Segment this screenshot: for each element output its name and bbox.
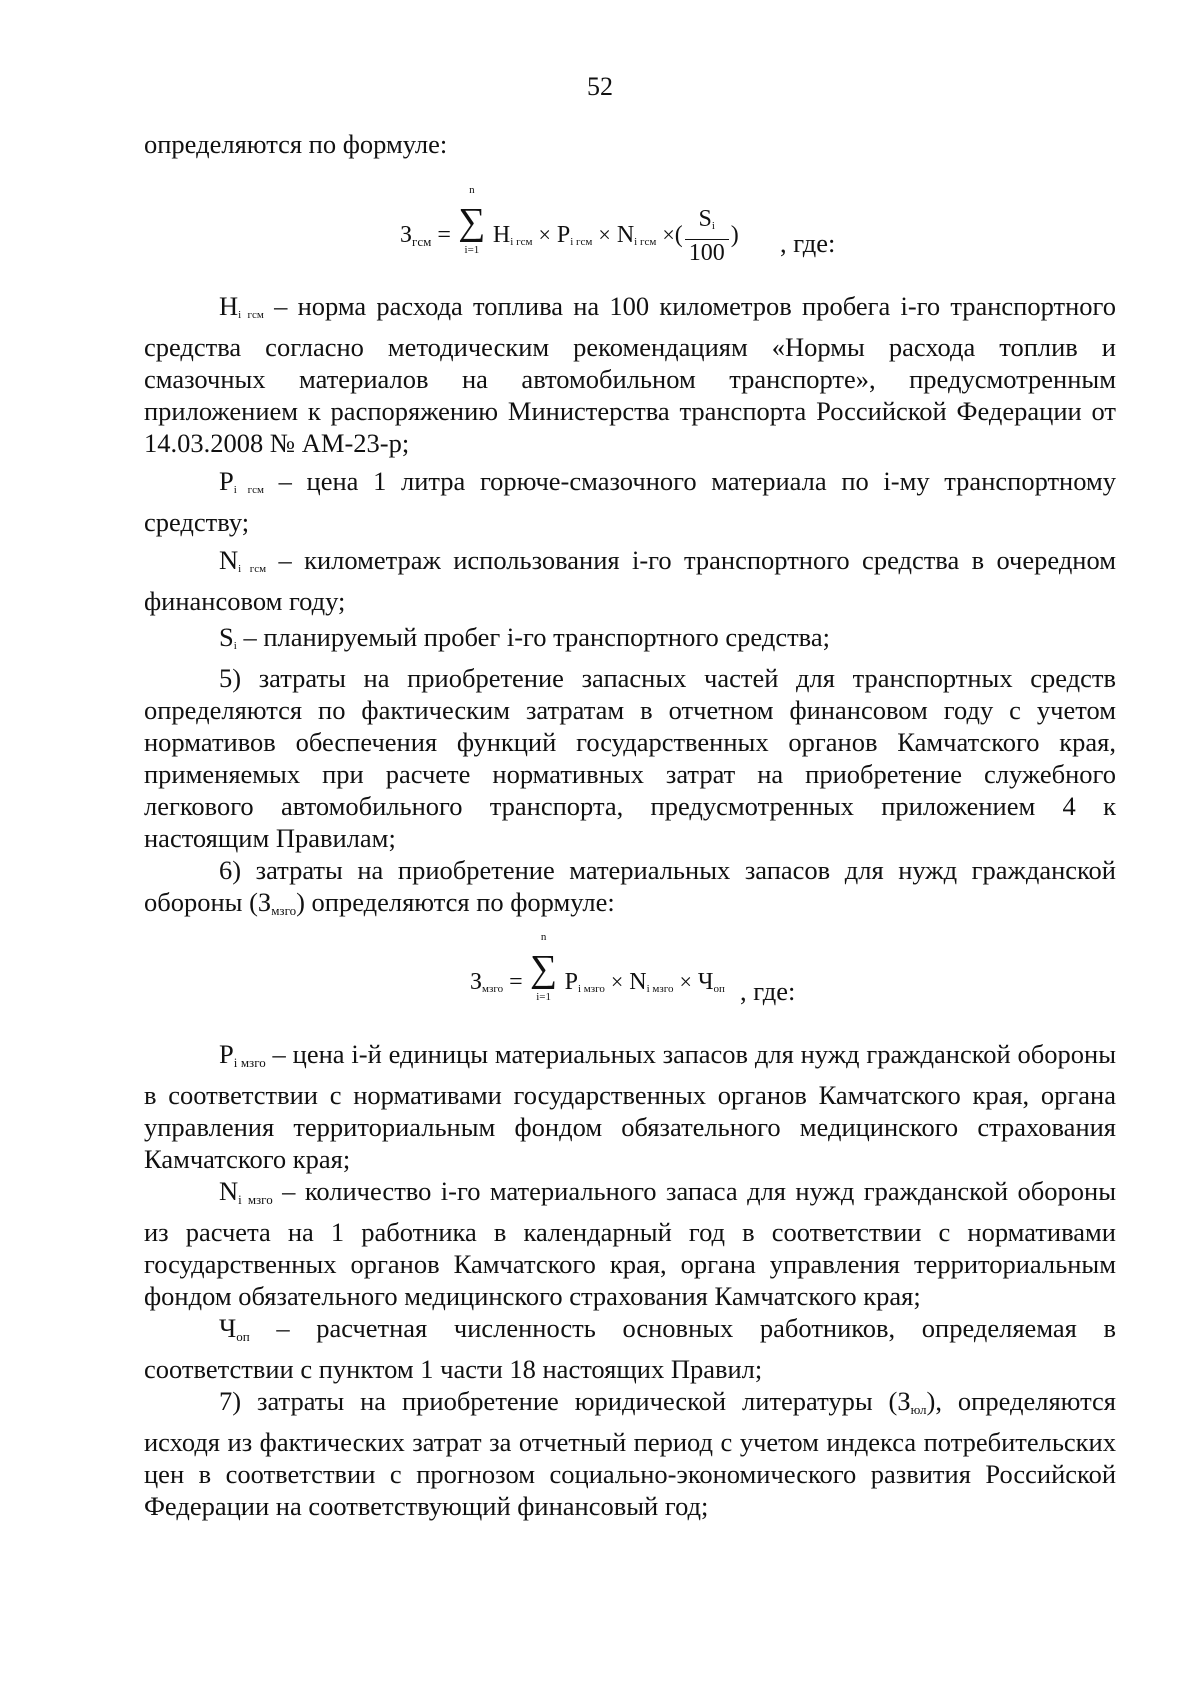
f2-lhs-sub: мзго bbox=[482, 983, 504, 995]
item-6 bbox=[144, 854, 1116, 927]
def-p-text: – цена 1 литра горюче-смазочного материала по i-му транспортному средству; bbox=[144, 466, 1116, 537]
sigma-icon: ∑ bbox=[530, 948, 558, 990]
f1-sum-bottom: i=1 bbox=[464, 244, 480, 256]
f1-term-h-sub: i гсм bbox=[510, 236, 533, 248]
def-n-symbol: N bbox=[219, 545, 239, 575]
def-p-gsm bbox=[144, 465, 1116, 538]
f1-sum-sign bbox=[457, 184, 487, 256]
f1-eq: = bbox=[437, 222, 451, 248]
f2-term-p: P bbox=[564, 969, 578, 995]
def-h-symbol: H bbox=[219, 291, 239, 321]
page-number: 52 bbox=[587, 72, 613, 101]
f1-open-paren: ( bbox=[674, 222, 683, 248]
f1-close-paren: ) bbox=[730, 222, 739, 248]
f2-lhs: З bbox=[470, 969, 483, 995]
def-n-gsm bbox=[144, 544, 1116, 617]
f2-sum-top: n bbox=[540, 931, 547, 943]
definitions-block-1 bbox=[144, 290, 1116, 927]
def-h-gsm bbox=[144, 290, 1116, 459]
f1-term-p: P bbox=[556, 222, 571, 248]
f2-times-2: × bbox=[679, 969, 692, 994]
def-p2-symbol-sub: i мзго bbox=[233, 1055, 266, 1070]
def-p-symbol: P bbox=[219, 466, 234, 496]
def-n-symbol-sub: i гсм bbox=[238, 563, 267, 575]
f1-term-h: H bbox=[492, 222, 511, 248]
f1-term-n-sub: i гсм bbox=[634, 236, 657, 248]
def-p-symbol-sub: i гсм bbox=[233, 484, 264, 496]
def-s-text: – планируемый пробег i-го транспортного средства; bbox=[236, 622, 830, 652]
f1-term-n: N bbox=[616, 222, 635, 248]
f2-tail: , где: bbox=[740, 976, 796, 1006]
def-p2-symbol: P bbox=[219, 1039, 234, 1069]
definitions-block-2 bbox=[144, 1038, 1116, 1522]
def-n2-symbol-sub: i мзго bbox=[238, 1192, 273, 1207]
def-n-text: – километраж использования i-го транспортного средства в очередном финансовом году; bbox=[144, 545, 1116, 616]
item-5: 5) затраты на приобретение запасных частей для транспортных средств определяются по фактическим затратам в отчетном финансовом году с учетом нормативов обеспечения функций государственных органов Камчатского края, применяемых при расчете нормативных затрат на приобретение служебного легкового автомобильного транспорта, предусмотренных приложением 4 к настоящим Правилам; bbox=[144, 663, 1116, 853]
sigma-icon: ∑ bbox=[458, 201, 486, 243]
f2-times-1: × bbox=[610, 969, 624, 994]
intro-text: определяются по формуле: bbox=[144, 129, 448, 159]
def-n2-text: – количество i-го материального запаса для нужд гражданской обороны из расчета на 1 работника в календарный год в соответствии с нормативами государственных органов Камчатского края, органа управления территориальным фондом обязательного медицинского страхования Камчатского края; bbox=[144, 1176, 1117, 1311]
item-7-sub: юл bbox=[910, 1402, 927, 1417]
f1-tail: , где: bbox=[780, 228, 836, 258]
def-p2-text: – цена i-й единицы материальных запасов для нужд гражданской обороны в соответствии с нормативами государственных органов Камчатского края, органа управления территориальным фондом обязательного медицинского страхования Камчатского края; bbox=[144, 1039, 1116, 1174]
item-6-before: 6) затраты на приобретение материальных запасов для нужд гражданской обороны (З bbox=[144, 855, 1116, 917]
def-n2-symbol: N bbox=[219, 1176, 239, 1206]
def-ch-text: – расчетная численность основных работников, определяемая в соответствии с пунктом 1 части 18 настоящих Правил; bbox=[144, 1313, 1116, 1384]
def-ch-op bbox=[144, 1312, 1116, 1385]
f2-eq: = bbox=[509, 969, 523, 995]
f1-times-2: × bbox=[598, 222, 611, 247]
def-s bbox=[144, 621, 1116, 662]
def-n-mzgo bbox=[144, 1175, 1116, 1312]
f1-frac-num-sub: i bbox=[711, 220, 715, 233]
formula-fuel-cost bbox=[400, 184, 739, 267]
def-h-text: – норма расхода топлива на 100 километров пробега i-го транспортного средства согласно методическим рекомендациям «Нормы расхода топлив и смазочных материалов на автомобильном транспорте», предусмотренным приложением к распоряжению Министерства транспорта Российской Федерации от 14.03.2008 № АМ-23-р; bbox=[144, 291, 1116, 458]
def-ch-symbol-sub: оп bbox=[236, 1329, 250, 1344]
def-h-symbol-sub: i гсм bbox=[238, 309, 264, 321]
item-7-before: 7) затраты на приобретение юридической литературы (З bbox=[219, 1386, 911, 1416]
f1-frac-den: 100 bbox=[688, 240, 725, 267]
f1-sum-top: n bbox=[469, 184, 475, 196]
item-7-after: ), определяются исходя из фактических затрат за отчетный период с учетом индекса потребительских цен в соответствии с прогнозом социально-экономического развития Российской Федерации на соответствующий финансовый год; bbox=[144, 1386, 1116, 1521]
f1-lhs: З bbox=[400, 222, 413, 248]
f2-term-ch-sub: оп bbox=[713, 983, 725, 995]
intro-line bbox=[144, 128, 1116, 160]
def-s-symbol: S bbox=[219, 622, 234, 652]
f2-sum-sign bbox=[529, 931, 559, 1003]
f1-times-3: × bbox=[662, 222, 675, 247]
def-p-mzgo bbox=[144, 1038, 1116, 1175]
f1-fraction bbox=[685, 206, 729, 266]
item-7 bbox=[144, 1385, 1116, 1522]
f2-term-ch: Ч bbox=[697, 969, 714, 995]
f1-frac-num-s: S bbox=[698, 206, 712, 233]
def-s-symbol-sub: i bbox=[233, 640, 237, 652]
item-6-sub: мзго bbox=[271, 903, 297, 918]
f1-term-p-sub: i гсм bbox=[570, 236, 593, 248]
f2-sum-bottom: i=1 bbox=[536, 991, 551, 1003]
f1-lhs-sub: гсм bbox=[412, 234, 432, 249]
f1-times-1: × bbox=[538, 222, 551, 247]
f2-term-n: N bbox=[629, 969, 647, 995]
f1-frac-num bbox=[685, 206, 729, 240]
f2-term-p-sub: i мзго bbox=[577, 983, 605, 995]
def-ch-symbol: Ч bbox=[219, 1313, 237, 1343]
item-6-after: ) определяются по формуле: bbox=[296, 887, 615, 917]
formula-civil-defense bbox=[470, 931, 725, 1003]
f2-term-n-sub: i мзго bbox=[646, 983, 674, 995]
